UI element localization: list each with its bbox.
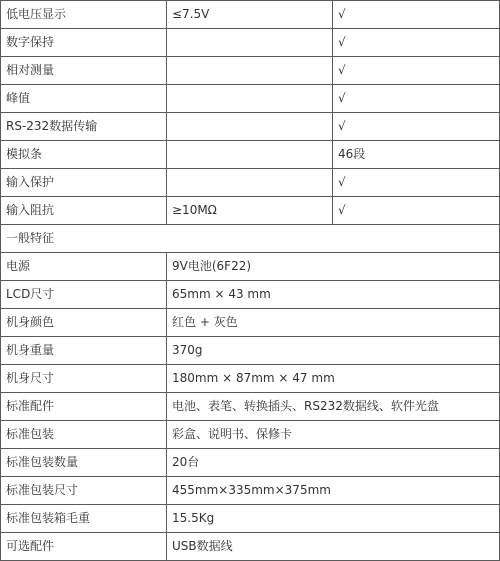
table-row xyxy=(1,393,500,421)
row-label: 峰值 xyxy=(1,85,167,113)
row-mark: √ xyxy=(333,57,500,85)
row-value: 65mm × 43 mm xyxy=(167,281,500,309)
row-label: 标准包装 xyxy=(1,421,167,449)
row-mark: √ xyxy=(333,1,500,29)
row-mark: √ xyxy=(333,113,500,141)
row-label: 机身尺寸 xyxy=(1,365,167,393)
table-row xyxy=(1,85,500,113)
row-mark: √ xyxy=(333,169,500,197)
table-row xyxy=(1,477,500,505)
row-value: ≤7.5V xyxy=(167,1,333,29)
table-row xyxy=(1,57,500,85)
row-value: 15.5Kg xyxy=(167,505,500,533)
row-label: 机身颜色 xyxy=(1,309,167,337)
table-row xyxy=(1,505,500,533)
row-label: 电源 xyxy=(1,253,167,281)
table-row xyxy=(1,197,500,225)
table-row xyxy=(1,337,500,365)
row-label: LCD尺寸 xyxy=(1,281,167,309)
row-value: 9V电池(6F22) xyxy=(167,253,500,281)
row-value xyxy=(167,169,333,197)
table-row xyxy=(1,309,500,337)
row-value: USB数据线 xyxy=(167,533,500,561)
row-label: 输入阻抗 xyxy=(1,197,167,225)
row-value: 370g xyxy=(167,337,500,365)
row-value xyxy=(167,29,333,57)
table-row xyxy=(1,113,500,141)
row-value xyxy=(167,113,333,141)
row-label: 模拟条 xyxy=(1,141,167,169)
table-row xyxy=(1,421,500,449)
row-value xyxy=(167,85,333,113)
row-label: 输入保护 xyxy=(1,169,167,197)
row-label: RS-232数据传输 xyxy=(1,113,167,141)
row-mark: 46段 xyxy=(333,141,500,169)
row-value: 电池、表笔、转换插头、RS232数据线、软件光盘 xyxy=(167,393,500,421)
table-row xyxy=(1,141,500,169)
row-value: 彩盒、说明书、保修卡 xyxy=(167,421,500,449)
section-title: 一般特征 xyxy=(1,225,500,253)
row-mark: √ xyxy=(333,197,500,225)
row-value: ≥10MΩ xyxy=(167,197,333,225)
table-row xyxy=(1,1,500,29)
table-row xyxy=(1,29,500,57)
row-label: 可选配件 xyxy=(1,533,167,561)
row-value xyxy=(167,141,333,169)
row-value xyxy=(167,57,333,85)
table-row xyxy=(1,365,500,393)
row-label: 标准包装尺寸 xyxy=(1,477,167,505)
row-value: 180mm × 87mm × 47 mm xyxy=(167,365,500,393)
row-value: 455mm×335mm×375mm xyxy=(167,477,500,505)
row-label: 机身重量 xyxy=(1,337,167,365)
row-label: 标准配件 xyxy=(1,393,167,421)
table-row xyxy=(1,533,500,561)
row-value: 红色 + 灰色 xyxy=(167,309,500,337)
section-header-row xyxy=(1,225,500,253)
table-row xyxy=(1,253,500,281)
row-label: 数字保持 xyxy=(1,29,167,57)
table-row xyxy=(1,169,500,197)
row-mark: √ xyxy=(333,29,500,57)
row-label: 标准包装箱毛重 xyxy=(1,505,167,533)
row-label: 低电压显示 xyxy=(1,1,167,29)
table-row xyxy=(1,449,500,477)
row-label: 相对测量 xyxy=(1,57,167,85)
row-label: 标准包装数量 xyxy=(1,449,167,477)
row-mark: √ xyxy=(333,85,500,113)
row-value: 20台 xyxy=(167,449,500,477)
table-row xyxy=(1,281,500,309)
spec-table-body xyxy=(1,1,500,561)
